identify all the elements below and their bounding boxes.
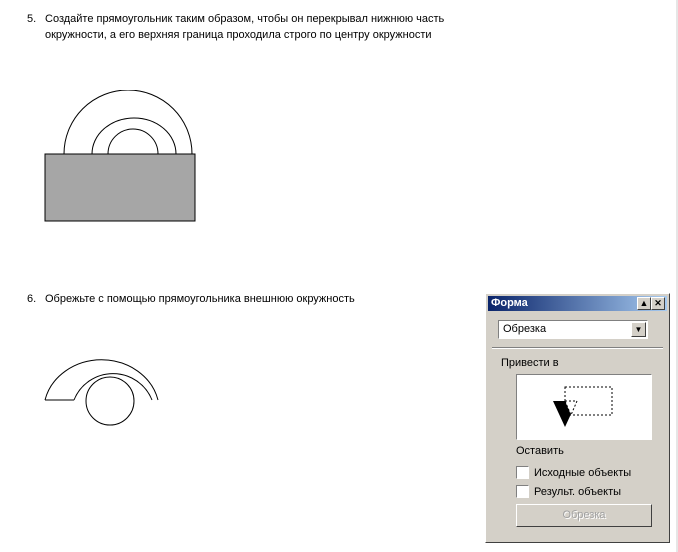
close-button[interactable]: ✕ — [651, 297, 665, 310]
middle-circle — [92, 118, 176, 154]
inner-circle — [108, 129, 158, 154]
chevron-down-icon[interactable]: ▼ — [631, 322, 646, 337]
step-6-text: Обрежьте с помощью прямоугольника внешнюю окружность — [45, 293, 355, 305]
leave-label: Оставить — [516, 445, 564, 457]
trim-preview-icon — [517, 375, 651, 439]
panel-title-bar[interactable] — [488, 296, 667, 311]
step-6-number: 6. — [27, 293, 37, 305]
inner-circle — [86, 377, 134, 425]
operation-preview — [516, 374, 652, 440]
cover-rectangle — [45, 154, 195, 221]
figure-trimmed-circle — [40, 340, 170, 435]
source-objects-label: Исходные объекты — [534, 467, 632, 479]
step-5-text: Создайте прямоугольник таким образом, чтобы он перекрывал нижнюю часть окружности, а его верхняя граница проходила строго по центру окружности — [45, 13, 445, 41]
step-6 — [27, 291, 477, 309]
target-label: Привести в — [501, 357, 559, 369]
result-objects-checkbox[interactable] — [516, 485, 529, 498]
step-5 — [27, 11, 477, 61]
shaping-panel — [485, 293, 670, 543]
collapse-button[interactable]: ▲ — [637, 297, 651, 310]
trim-apply-button[interactable]: Обрезка — [516, 504, 652, 527]
figure-circles-with-rectangle — [40, 90, 210, 230]
outer-circle — [64, 90, 192, 154]
mode-select[interactable] — [498, 320, 648, 339]
mode-select-value: Обрезка — [503, 323, 547, 335]
panel-title: Форма — [491, 297, 528, 309]
separator — [492, 347, 663, 349]
step-5-number: 5. — [27, 13, 37, 25]
trimmed-outer-shape — [45, 360, 158, 400]
source-objects-checkbox[interactable] — [516, 466, 529, 479]
result-objects-label: Результ. объекты — [534, 486, 622, 498]
